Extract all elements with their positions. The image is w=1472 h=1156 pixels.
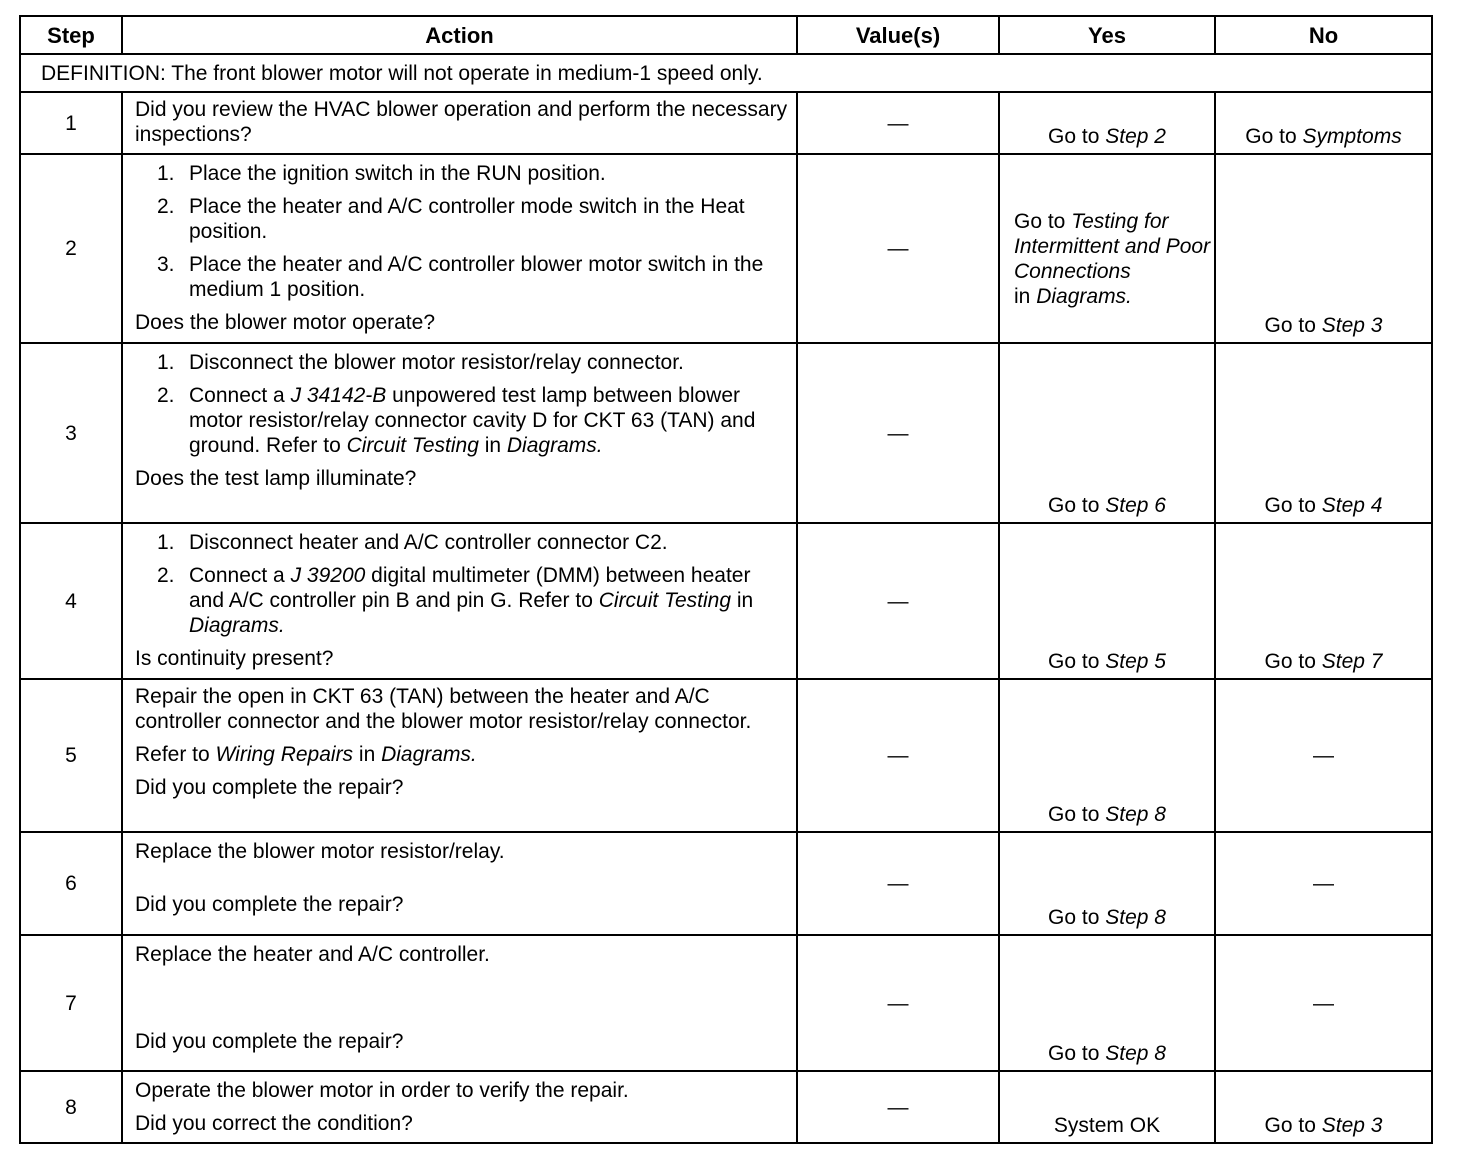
action-cell xyxy=(122,343,797,523)
header-step: Step xyxy=(20,16,122,54)
step-number: 4 xyxy=(20,523,122,679)
instruction-item: 1. Disconnect the blower motor resistor/relay connector. xyxy=(157,351,684,374)
yes-link[interactable]: Step 8 xyxy=(1105,803,1166,826)
table-row xyxy=(20,679,1432,832)
action-text: Replace the heater and A/C controller. xyxy=(135,943,490,966)
header-no: No xyxy=(1215,16,1432,54)
yes-link[interactable]: Step 2 xyxy=(1105,125,1166,148)
table-row xyxy=(20,92,1432,154)
instruction-item: 1. Disconnect heater and A/C controller connector C2. xyxy=(157,531,668,554)
instruction-item: 1. Place the ignition switch in the RUN position. xyxy=(157,162,606,185)
no-cell: Go to Step 4 xyxy=(1215,343,1432,523)
reference-link[interactable]: Diagrams. xyxy=(381,743,477,766)
yes-link[interactable]: Step 6 xyxy=(1105,494,1166,517)
no-cell: Go to Step 3 xyxy=(1215,1071,1432,1143)
no-cell: Go to Step 7 xyxy=(1215,523,1432,679)
no-cell: Go to Symptoms xyxy=(1215,92,1432,154)
header-action: Action xyxy=(122,16,797,54)
no-link[interactable]: Step 3 xyxy=(1321,314,1383,337)
step-number: 2 xyxy=(20,154,122,343)
value-cell: — xyxy=(797,343,999,523)
yes-cell: Go to Step 2 xyxy=(999,92,1215,154)
value-cell: — xyxy=(797,523,999,679)
reference-link[interactable]: Diagrams. xyxy=(506,434,603,457)
table-row xyxy=(20,343,1432,523)
value-cell: — xyxy=(797,935,999,1071)
no-cell: — xyxy=(1215,935,1432,1071)
question-text: Did you correct the condition? xyxy=(135,1112,413,1135)
table-row xyxy=(20,523,1432,679)
yes-link[interactable]: Step 5 xyxy=(1105,650,1166,673)
reference-link[interactable]: Circuit Testing xyxy=(598,589,732,612)
step-number: 5 xyxy=(20,679,122,832)
diagnostic-table xyxy=(19,15,1433,1144)
table-row xyxy=(20,1071,1432,1143)
question-text: Did you complete the repair? xyxy=(135,1030,404,1053)
question-text: Does the blower motor operate? xyxy=(135,311,435,334)
yes-cell: Go to Step 8 xyxy=(999,679,1215,832)
value-cell: — xyxy=(797,832,999,935)
instruction-list xyxy=(135,350,788,458)
action-text: Operate the blower motor in order to verify the repair. xyxy=(135,1079,629,1102)
value-cell: — xyxy=(797,679,999,832)
no-cell: — xyxy=(1215,832,1432,935)
yes-link[interactable]: Testing for Intermittent and Poor Connections xyxy=(1014,210,1211,283)
reference-link[interactable]: Wiring Repairs xyxy=(215,743,354,766)
action-cell xyxy=(122,92,797,154)
yes-cell: Go to Step 8 xyxy=(999,832,1215,935)
header-yes: Yes xyxy=(999,16,1215,54)
question-text: Did you complete the repair? xyxy=(135,893,404,916)
table-row xyxy=(20,832,1432,935)
instruction-item: 2. Connect a J 39200 digital multimeter (DMM) between heater and A/C controller pin B and pin G. Refer to Circuit Testing in Diagrams. xyxy=(157,564,754,637)
yes-cell: Go to Step 8 xyxy=(999,935,1215,1071)
header-values: Value(s) xyxy=(797,16,999,54)
instruction-list xyxy=(135,530,788,638)
action-cell xyxy=(122,832,797,935)
header-row xyxy=(20,16,1432,54)
yes-link[interactable]: Step 8 xyxy=(1105,1042,1166,1065)
action-text: Repair the open in CKT 63 (TAN) between the heater and A/C controller connector and the blower motor resistor/relay connector. xyxy=(135,685,752,733)
action-cell xyxy=(122,679,797,832)
yes-cell: Go to Testing for Intermittent and Poor Connections in Diagrams. xyxy=(999,154,1215,343)
reference-link[interactable]: Circuit Testing xyxy=(346,434,479,457)
value-cell: — xyxy=(797,154,999,343)
yes-link-suffix[interactable]: Diagrams. xyxy=(1036,285,1132,308)
question-text: Is continuity present? xyxy=(135,647,334,670)
no-cell: — xyxy=(1215,679,1432,832)
no-link[interactable]: Step 7 xyxy=(1321,650,1383,673)
yes-cell: Go to Step 6 xyxy=(999,343,1215,523)
no-link[interactable]: Step 4 xyxy=(1321,494,1383,517)
definition-row xyxy=(20,54,1432,92)
table-row xyxy=(20,154,1432,343)
tool-name: J 34142-B xyxy=(290,384,387,407)
action-text: Replace the blower motor resistor/relay. xyxy=(135,840,505,863)
instruction-item: 2. Place the heater and A/C controller mode switch in the Heat position. xyxy=(157,195,745,243)
step-number: 7 xyxy=(20,935,122,1071)
no-link[interactable]: Step 3 xyxy=(1321,1114,1383,1137)
step-number: 3 xyxy=(20,343,122,523)
action-cell xyxy=(122,523,797,679)
step-number: 8 xyxy=(20,1071,122,1143)
instruction-item: 2. Connect a J 34142-B unpowered test lamp between blower motor resistor/relay connector cavity D for CKT 63 (TAN) and ground. Refer to Circuit Testing in Diagrams. xyxy=(157,384,756,457)
instruction-list xyxy=(135,161,788,302)
step-number: 1 xyxy=(20,92,122,154)
no-link[interactable]: Symptoms xyxy=(1302,125,1402,148)
no-cell: Go to Step 3 xyxy=(1215,154,1432,343)
table-row xyxy=(20,935,1432,1071)
yes-cell: Go to Step 5 xyxy=(999,523,1215,679)
tool-name: J 39200 xyxy=(290,564,366,587)
value-cell: — xyxy=(797,1071,999,1143)
question-text: Does the test lamp illuminate? xyxy=(135,467,417,490)
instruction-item: 3. Place the heater and A/C controller blower motor switch in the medium 1 position. xyxy=(157,253,764,301)
yes-cell[interactable]: System OK xyxy=(999,1071,1215,1143)
action-cell xyxy=(122,154,797,343)
refer-text: Refer to Wiring Repairs in Diagrams. xyxy=(135,743,477,766)
step-number: 6 xyxy=(20,832,122,935)
action-cell xyxy=(122,935,797,1071)
value-cell: — xyxy=(797,92,999,154)
reference-link[interactable]: Diagrams. xyxy=(189,614,285,637)
question-text: Did you review the HVAC blower operation and perform the necessary inspections? xyxy=(135,98,788,146)
yes-link[interactable]: Step 8 xyxy=(1105,906,1166,929)
definition-text: DEFINITION: The front blower motor will not operate in medium-1 speed only. xyxy=(20,54,1432,92)
action-cell xyxy=(122,1071,797,1143)
question-text: Did you complete the repair? xyxy=(135,776,404,799)
